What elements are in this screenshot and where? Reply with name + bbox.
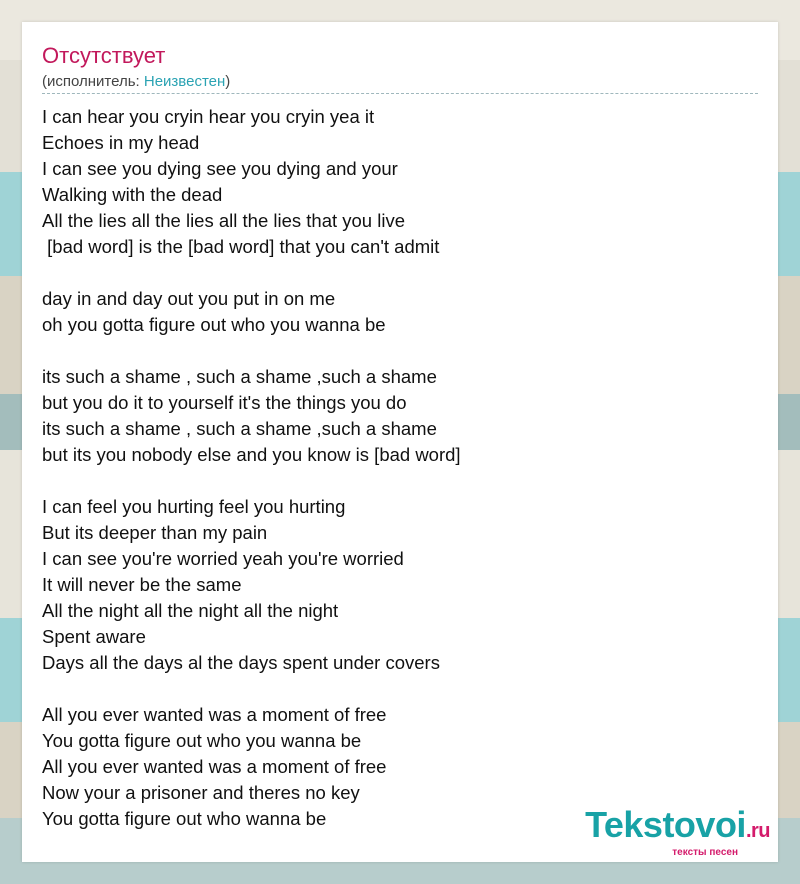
lyric-line: Days all the days al the days spent under covers bbox=[42, 652, 440, 673]
lyric-line: [bad word] is the [bad word] that you can't admit bbox=[42, 236, 440, 257]
artist-prefix: (исполнитель: bbox=[42, 73, 144, 90]
artist-link[interactable]: Неизвестен bbox=[143, 73, 226, 90]
lyric-line: but you do it to yourself it's the things you do bbox=[42, 392, 407, 413]
lyric-line bbox=[42, 338, 758, 364]
lyric-line: You gotta figure out who wanna be bbox=[42, 808, 327, 829]
logo-name: Tekstovoi bbox=[585, 804, 746, 845]
lyric-line: day in and day out you put in on me bbox=[42, 288, 336, 309]
song-title: Отсутствует bbox=[42, 43, 166, 68]
lyric-line: I can feel you hurting feel you hurting bbox=[42, 496, 346, 517]
lyric-line: But its deeper than my pain bbox=[42, 522, 268, 543]
logo-wordmark bbox=[585, 804, 770, 849]
lyric-line: Echoes in my head bbox=[42, 132, 200, 153]
logo-tagline: тексты песен bbox=[672, 847, 738, 858]
lyric-line bbox=[42, 676, 758, 702]
lyric-line bbox=[42, 468, 758, 494]
lyric-line: its such a shame , such a shame ,such a shame bbox=[42, 366, 437, 387]
lyric-line: Spent aware bbox=[42, 626, 146, 647]
lyric-line: I can hear you cryin hear you cryin yea it bbox=[42, 106, 375, 127]
lyric-line: You gotta figure out who you wanna be bbox=[42, 730, 362, 751]
lyric-line: oh you gotta figure out who you wanna be bbox=[42, 314, 386, 335]
lyric-line: Now your a prisoner and theres no key bbox=[42, 782, 360, 803]
lyric-line: Walking with the dead bbox=[42, 184, 223, 205]
lyric-line bbox=[42, 260, 758, 286]
lyric-line: All you ever wanted was a moment of free bbox=[42, 756, 387, 777]
lyric-line: its such a shame , such a shame ,such a shame bbox=[42, 418, 437, 439]
lyric-line: but its you nobody else and you know is [bad word] bbox=[42, 444, 461, 465]
site-logo[interactable] bbox=[585, 804, 770, 858]
lyric-line: I can see you're worried yeah you're worried bbox=[42, 548, 404, 569]
logo-tld: .ru bbox=[745, 820, 770, 842]
lyric-line: All you ever wanted was a moment of free bbox=[42, 704, 387, 725]
lyrics-text bbox=[42, 104, 758, 832]
lyric-line: All the night all the night all the night bbox=[42, 600, 339, 621]
lyric-line: I can see you dying see you dying and your bbox=[42, 158, 398, 179]
lyrics-card bbox=[22, 22, 778, 862]
divider bbox=[42, 93, 758, 94]
artist-line bbox=[42, 72, 230, 92]
artist-suffix: ) bbox=[225, 73, 231, 90]
lyric-line: It will never be the same bbox=[42, 574, 242, 595]
lyric-line: All the lies all the lies all the lies that you live bbox=[42, 210, 405, 231]
